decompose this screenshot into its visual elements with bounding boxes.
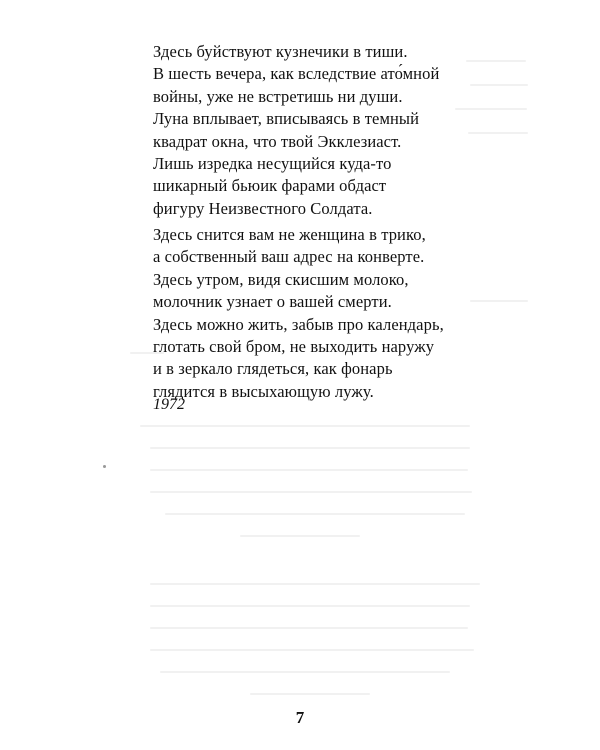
poem-line: Здесь утром, видя скисшим молоко,	[153, 269, 409, 289]
show-through-line	[468, 132, 528, 134]
paper-speck	[103, 465, 106, 468]
show-through-line	[140, 425, 470, 427]
show-through-line	[150, 469, 468, 471]
poem-stanza-2	[153, 224, 444, 403]
poem-line: фигуру Неизвестного Солдата.	[153, 198, 373, 218]
show-through-line	[150, 447, 470, 449]
poem-line: а собственный ваш адрес на конверте.	[153, 247, 425, 267]
poem-line: молочник узнает о вашей смерти.	[153, 292, 392, 312]
show-through-line	[160, 671, 450, 673]
show-through-line	[455, 108, 527, 110]
show-through-line	[150, 605, 470, 607]
poem-line: квадрат окна, что твой Экклезиаст.	[153, 131, 402, 151]
show-through-line	[470, 84, 528, 86]
poem-line: глядится в высыхающую лужу.	[153, 381, 374, 401]
poem-line: Луна вплывает, вписываясь в темный	[153, 109, 420, 129]
show-through-line	[150, 649, 474, 651]
poem-line: Здесь буйствуют кузнечики в тиши.	[153, 42, 408, 61]
show-through-line	[150, 583, 480, 585]
show-through-line	[150, 627, 468, 629]
poem-line: Лишь изредка несущийся куда-то	[153, 154, 392, 174]
poem-line: войны, уже не встретишь ни души.	[153, 86, 403, 106]
show-through-line	[470, 300, 528, 302]
poem-line: и в зеркало глядеться, как фонарь	[153, 359, 393, 379]
poem-line: глотать свой бром, не выходить наружу	[153, 337, 435, 357]
show-through-line	[240, 535, 360, 537]
page-number: 7	[295, 708, 305, 727]
poem-year: 1972	[153, 396, 185, 413]
show-through-line	[466, 60, 526, 62]
poem-stanza-1	[153, 41, 439, 220]
poem-line: шикарный бьюик фарами обдаст	[153, 176, 387, 196]
show-through-line	[250, 693, 370, 695]
show-through-line	[150, 491, 472, 493]
poem-line: В шесть вечера, как вследствие ато́мной	[153, 64, 440, 84]
poem-line: Здесь снится вам не женщина в трико,	[153, 225, 426, 244]
poem-line: Здесь можно жить, забыв про календарь,	[153, 314, 444, 334]
show-through-line	[165, 513, 465, 515]
